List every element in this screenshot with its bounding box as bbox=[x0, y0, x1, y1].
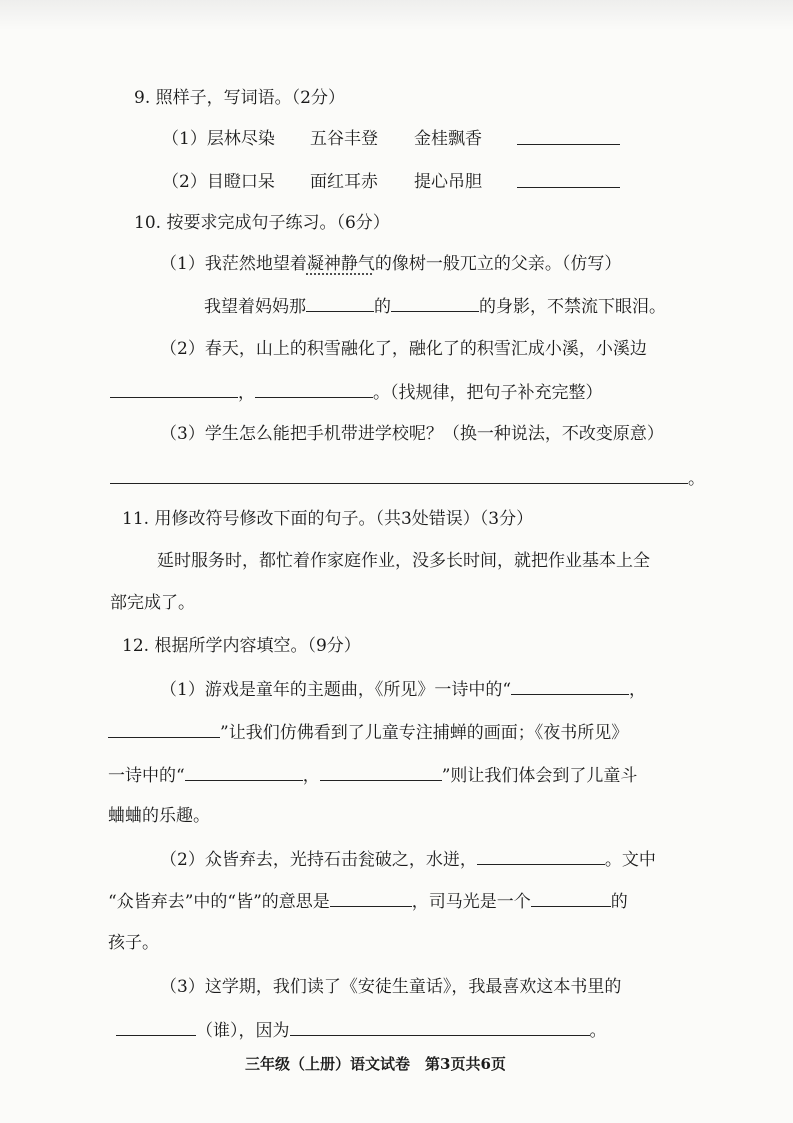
q12-p1-line1 bbox=[160, 677, 646, 702]
q12-p1-l3b: ， bbox=[302, 766, 320, 786]
q9-row2-word2: 面红耳赤 bbox=[310, 172, 378, 192]
q10-p2-blank2[interactable] bbox=[255, 380, 373, 398]
q11-sentence-line2: 部完成了。 bbox=[110, 593, 195, 613]
q9-row2-num: （2） bbox=[162, 172, 207, 192]
q12-p3-blank1[interactable] bbox=[116, 1018, 196, 1036]
q12-p1-l1-end: ， bbox=[629, 680, 647, 700]
q12-p1-l1-text: （1）游戏是童年的主题曲，《所见》一诗中的“ bbox=[160, 680, 512, 700]
q12-p3-line1: （3）这学期，我们读了《安徒生童话》，我最喜欢这本书里的 bbox=[160, 977, 622, 997]
q12-p2-l1a: （2）众皆弃去，光持石击瓮破之，水迸， bbox=[160, 850, 477, 870]
q12-p3-line2 bbox=[116, 1018, 607, 1043]
q12-p2-l1b: 。文中 bbox=[604, 850, 656, 870]
q12-p1-l3c: ”则让我们体会到了儿童斗 bbox=[441, 766, 638, 786]
q12-p2-blank2[interactable] bbox=[330, 889, 412, 907]
q12-p1-blank4[interactable] bbox=[320, 763, 442, 781]
q12-p1-blank2[interactable] bbox=[108, 720, 220, 738]
q10-p3-answer bbox=[110, 466, 705, 491]
q10-p2-answer bbox=[110, 380, 603, 405]
q10-p2-sep: ， bbox=[238, 383, 255, 403]
q10-p1 bbox=[160, 252, 621, 276]
q12-p1-line4: 蛐蛐的乐趣。 bbox=[108, 806, 210, 826]
q12-p3-l2b: 。 bbox=[589, 1021, 607, 1041]
q12-p2-line2 bbox=[108, 889, 628, 914]
q12-p1-l3a: 一诗中的“ bbox=[108, 766, 185, 786]
q9-row1-word3: 金桂飘香 bbox=[414, 129, 482, 149]
q9-row2-word1: 目瞪口呆 bbox=[206, 172, 275, 192]
q10-p1-ex-a: 我望着妈妈那 bbox=[204, 297, 306, 317]
q12-p2-blank1[interactable] bbox=[477, 847, 605, 865]
q12-p2-line3: 孩子。 bbox=[108, 933, 159, 953]
q12-p1-blank3[interactable] bbox=[185, 763, 303, 781]
q10-title: 10. 按要求完成句子练习。（6分） bbox=[134, 213, 390, 233]
q12-p1-line2 bbox=[108, 720, 628, 745]
q9-row1-answer[interactable] bbox=[517, 127, 620, 152]
q12-p1-l2-text: ”让我们仿佛看到了儿童专注捕蝉的画面；《夜书所见》 bbox=[220, 723, 629, 743]
q10-p1-text-b: 的像树一般兀立的父亲。（仿写） bbox=[374, 254, 622, 274]
q10-p1-dotted-phrase: 凝神静气 bbox=[306, 254, 375, 274]
q10-p1-ex-c: 的身影，不禁流下眼泪。 bbox=[479, 297, 666, 317]
q11-sentence-line1: 延时服务时，都忙着作家庭作业，没多长时间，就把作业基本上全 bbox=[157, 551, 650, 571]
q9-row1-word2: 五谷丰登 bbox=[310, 129, 378, 149]
q10-p2-blank1[interactable] bbox=[110, 380, 238, 398]
q9-title: 9. 照样子，写词语。（2分） bbox=[134, 88, 345, 108]
q10-p3-end: 。 bbox=[688, 469, 705, 489]
q12-p3-l2a: （谁），因为 bbox=[196, 1021, 290, 1041]
q10-p2-end: 。（找规律，把句子补充完整） bbox=[373, 383, 603, 403]
q10-p1-ex-b: 的 bbox=[374, 297, 391, 317]
q12-p2-l2c: 的 bbox=[610, 892, 628, 912]
q9-row1-word1: 层林尽染 bbox=[206, 129, 275, 149]
q12-title: 12. 根据所学内容填空。（9分） bbox=[122, 636, 361, 656]
q9-row1 bbox=[162, 127, 275, 151]
q10-p3-blank[interactable] bbox=[110, 466, 688, 484]
q12-p2-line1 bbox=[160, 847, 656, 872]
q10-p1-blank1[interactable] bbox=[306, 294, 374, 312]
q12-p2-l2b: ，司马光是一个 bbox=[411, 892, 531, 912]
q10-p1-exercise bbox=[204, 294, 666, 319]
q10-p3-text: （3）学生怎么能把手机带进学校呢？（换一种说法，不改变原意） bbox=[160, 424, 664, 444]
q12-p2-blank3[interactable] bbox=[531, 889, 611, 907]
q9-row2-word3: 提心吊胆 bbox=[414, 172, 482, 192]
q10-p1-blank2[interactable] bbox=[391, 294, 479, 312]
q9-row1-num: （1） bbox=[162, 129, 207, 149]
q12-p1-line3 bbox=[108, 763, 637, 788]
page-footer: 三年级（上册）语文试卷 第3页共6页 bbox=[245, 1055, 506, 1073]
q10-p2-text: （2）春天，山上的积雪融化了，融化了的积雪汇成小溪，小溪边 bbox=[160, 339, 647, 359]
q9-row2 bbox=[162, 170, 275, 194]
q10-p1-text-a: （1）我茫然地望着 bbox=[160, 254, 307, 274]
q12-p2-l2a: “众皆弃去”中的“皆”的意思是 bbox=[108, 892, 330, 912]
q11-title: 11. 用修改符号修改下面的句子。（共3处错误）（3分） bbox=[122, 509, 534, 529]
q12-p1-blank1[interactable] bbox=[511, 677, 629, 695]
q12-p3-blank2[interactable] bbox=[290, 1018, 590, 1036]
scan-shadow bbox=[0, 0, 793, 30]
q9-row2-answer[interactable] bbox=[517, 170, 620, 195]
